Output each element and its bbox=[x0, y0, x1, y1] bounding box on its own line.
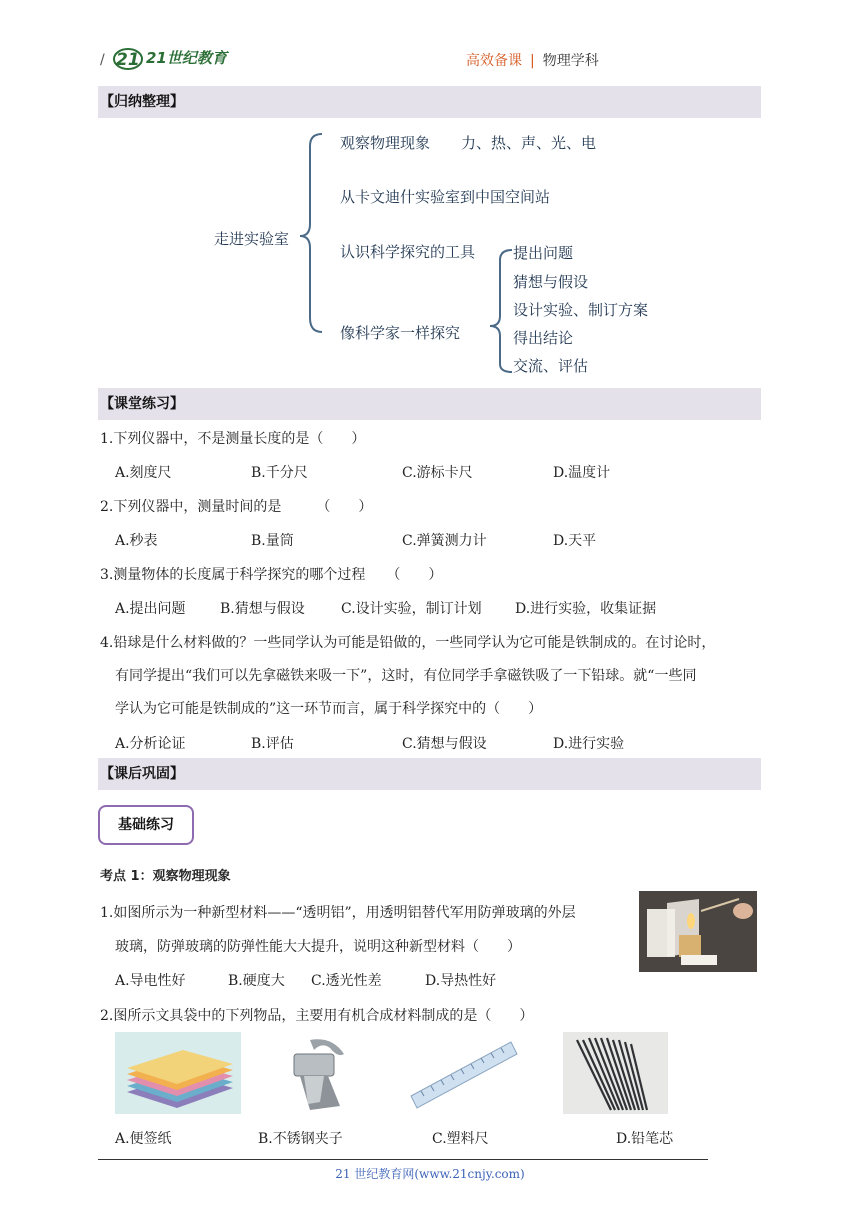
question-stem: 2.下列仪器中，测量时间的是 （ ） bbox=[100, 499, 373, 515]
mindmap-root: 走进实验室 bbox=[214, 230, 290, 248]
question-stem: 3.测量物体的长度属于科学探究的哪个过程 （ ） bbox=[100, 567, 443, 583]
question-option: A.提出问题 bbox=[115, 601, 186, 617]
question-option: C.猜想与假设 bbox=[402, 736, 487, 752]
transparent-aluminum-photo bbox=[639, 891, 757, 972]
logo-text: 21世纪教育 bbox=[146, 49, 227, 67]
question-option: B.千分尺 bbox=[251, 465, 308, 481]
header-label-b: 物理学科 bbox=[542, 53, 599, 69]
question-option: D.温度计 bbox=[553, 465, 611, 481]
question-option: D.导热性好 bbox=[425, 973, 497, 989]
question-option: A.导电性好 bbox=[115, 973, 186, 989]
question-option: A.刻度尺 bbox=[115, 465, 172, 481]
section-summary-title: 【归纳整理】 bbox=[98, 86, 761, 118]
question-option: A.便签纸 bbox=[115, 1131, 172, 1147]
section-after-class-title: 【课后巩固】 bbox=[98, 758, 761, 790]
mindmap-step: 得出结论 bbox=[513, 329, 574, 347]
mindmap-branch-3: 认识科学探究的工具 bbox=[340, 243, 476, 261]
question-option: B.猜想与假设 bbox=[220, 601, 305, 617]
question-option: B.量筒 bbox=[251, 533, 294, 549]
question-stem-line: 有同学提出“我们可以先拿磁铁来吸一下”，这时，有位同学手拿磁铁吸了一下铅球。就“一些同 bbox=[115, 668, 697, 684]
header-separator: | bbox=[530, 53, 535, 69]
question-option: B.评估 bbox=[251, 736, 294, 752]
mindmap-step: 交流、评估 bbox=[513, 357, 589, 375]
mindmap-step: 猜想与假设 bbox=[513, 273, 589, 291]
question-option: D.铅笔芯 bbox=[616, 1131, 674, 1147]
mindmap-step: 提出问题 bbox=[513, 244, 574, 262]
question-stem-line: 玻璃，防弹玻璃的防弹性能大大提升，说明这种新型材料（ ） bbox=[115, 939, 521, 955]
header-label-a: 高效备课 bbox=[466, 53, 522, 69]
footer-divider bbox=[98, 1159, 708, 1160]
question-option: C.透光性差 bbox=[311, 973, 382, 989]
question-option: B.不锈钢夹子 bbox=[258, 1131, 343, 1147]
question-option: C.弹簧测力计 bbox=[402, 533, 487, 549]
svg-text:/: / bbox=[100, 52, 105, 68]
question-stem-line: 1.如图所示为一种新型材料——“透明铝”，用透明铝替代军用防弹玻璃的外层 bbox=[100, 905, 576, 921]
footer-text: 21 世纪教育网(www.21cnjy.com) bbox=[335, 1167, 525, 1181]
basic-practice-button[interactable]: 基础练习 bbox=[98, 805, 194, 845]
steel-clip-photo bbox=[270, 1032, 360, 1114]
mindmap-step: 设计实验、制订方案 bbox=[513, 301, 649, 319]
svg-text:21: 21 bbox=[116, 50, 140, 70]
question-option: A.分析论证 bbox=[115, 736, 186, 752]
question-option: D.进行实验 bbox=[553, 736, 625, 752]
question-stem-line: 4.铅球是什么材料做的？一些同学认为可能是铅做的，一些同学认为它可能是铁制成的。在讨论时， bbox=[100, 635, 716, 651]
mindmap-branch-2: 从卡文迪什实验室到中国空间站 bbox=[340, 188, 551, 206]
mindmap-branch-1-detail: 力、热、声、光、电 bbox=[461, 134, 597, 152]
section-class-practice-title: 【课堂练习】 bbox=[98, 388, 761, 420]
question-stem: 2.图所示文具袋中的下列物品，主要用有机合成材料制成的是（ ） bbox=[100, 1008, 534, 1024]
plastic-ruler-photo bbox=[407, 1032, 519, 1114]
question-stem-line: 学认为它可能是铁制成的”这一环节而言，属于科学探究中的（ ） bbox=[115, 701, 543, 717]
kaodian-title: 考点 1：观察物理现象 bbox=[100, 869, 231, 884]
question-option: B.硬度大 bbox=[228, 973, 285, 989]
mindmap-branch-1: 观察物理现象 bbox=[340, 134, 431, 152]
question-stem: 1.下列仪器中，不是测量长度的是（ ） bbox=[100, 431, 366, 447]
sticky-notes-photo bbox=[115, 1032, 241, 1114]
question-option: C.塑料尺 bbox=[432, 1131, 489, 1147]
question-option: A.秒表 bbox=[115, 533, 158, 549]
mindmap-branch-4: 像科学家一样探究 bbox=[340, 324, 461, 342]
question-option: C.游标卡尺 bbox=[402, 465, 473, 481]
pencil-lead-photo bbox=[563, 1032, 668, 1114]
question-option: C.设计实验，制订计划 bbox=[341, 601, 482, 617]
question-option: D.进行实验，收集证据 bbox=[515, 601, 657, 617]
question-option: D.天平 bbox=[553, 533, 597, 549]
